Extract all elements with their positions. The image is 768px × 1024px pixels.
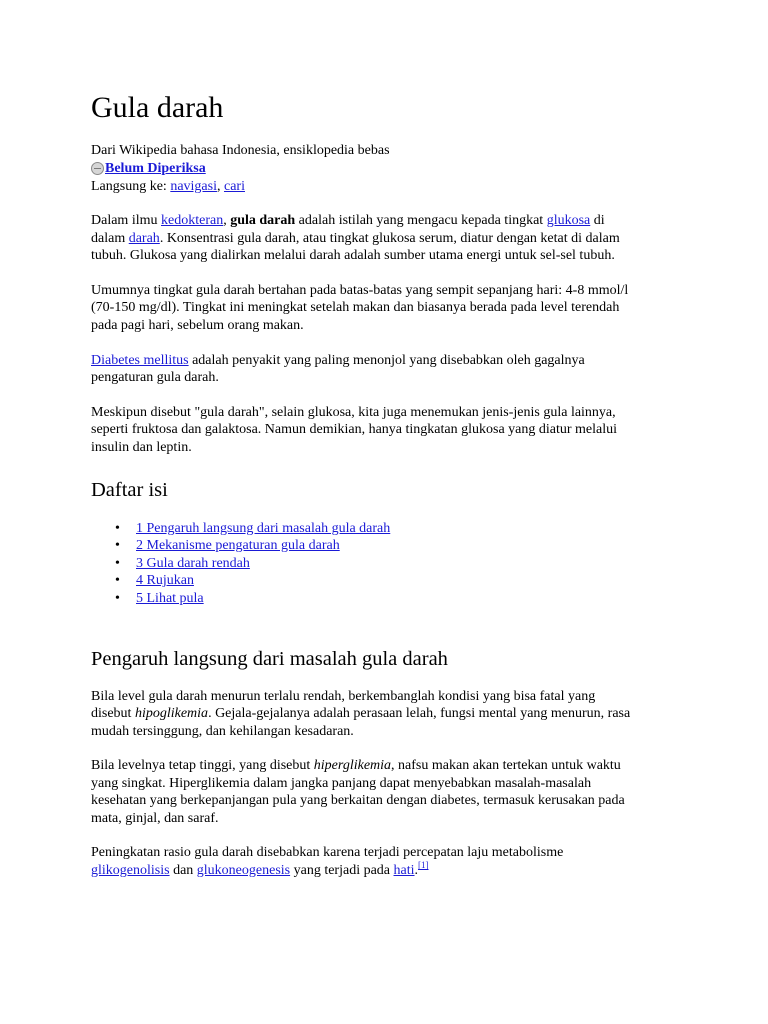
text-span: Bila levelnya tetap tinggi, yang disebut bbox=[91, 758, 314, 773]
text-line bbox=[91, 862, 429, 879]
jump-separator: , bbox=[216, 179, 224, 194]
text-span: dan bbox=[169, 863, 197, 878]
text-span: . Gejala-gejalanya adalah perasaan lelah, fungsi mental yang menurun, rasa bbox=[208, 706, 631, 721]
text-line bbox=[91, 757, 621, 774]
text-span: . Konsentrasi gula darah, atau tingkat glukosa serum, diatur dengan ketat di dalam bbox=[159, 231, 620, 246]
jump-search-link[interactable]: cari bbox=[223, 179, 245, 194]
bullet-icon: • bbox=[115, 555, 120, 571]
text-line bbox=[91, 705, 630, 722]
link-glukoneogenesis[interactable]: glukoneogenesis bbox=[196, 863, 291, 878]
text-line: mata, ginjal, dan saraf. bbox=[91, 811, 219, 826]
text-line: Meskipun disebut "gula darah", selain glukosa, kita juga menemukan jenis-jenis gula lainnya, bbox=[91, 405, 616, 420]
jump-prefix: Langsung ke: bbox=[91, 179, 171, 194]
toc-item bbox=[91, 572, 390, 589]
text-line: Peningkatan rasio gula darah disebabkan karena terjadi percepatan laju metabolisme bbox=[91, 845, 564, 860]
text-span: di bbox=[590, 213, 605, 228]
link-darah[interactable]: darah bbox=[128, 231, 160, 246]
toc-item bbox=[91, 590, 390, 607]
page-title: Gula darah bbox=[91, 91, 224, 124]
text-line: pada pagi hari, sebelum orang makan. bbox=[91, 318, 304, 333]
text-span: . bbox=[414, 863, 419, 878]
toc-item bbox=[91, 537, 390, 554]
text-line: Umumnya tingkat gula darah bertahan pada batas-batas yang sempit sepanjang hari: 4-8 mmol/l bbox=[91, 283, 629, 298]
text-line: yang singkat. Hiperglikemia dalam jangka panjang dapat menyebabkan masalah-masalah bbox=[91, 776, 592, 791]
review-flag-row bbox=[91, 160, 206, 177]
jump-links bbox=[91, 178, 245, 195]
jump-navigation-link[interactable]: navigasi bbox=[170, 179, 217, 194]
text-line: insulin dan leptin. bbox=[91, 440, 192, 455]
bullet-icon: • bbox=[115, 573, 120, 589]
toc-item bbox=[91, 520, 390, 537]
review-status-icon bbox=[91, 162, 104, 175]
link-hati[interactable]: hati bbox=[393, 863, 415, 878]
toc-item bbox=[91, 555, 390, 572]
bullet-icon: • bbox=[115, 521, 120, 536]
italic-term: hipoglikemia bbox=[134, 706, 209, 721]
text-line: seperti fruktosa dan galaktosa. Namun demikian, hanya tingkatan glukosa yang diatur melalui bbox=[91, 422, 618, 437]
reference-link-1[interactable]: [1] bbox=[418, 860, 429, 870]
text-span: adalah penyakit yang paling menonjol yang disebabkan oleh gagalnya bbox=[188, 353, 585, 368]
toc-link-2[interactable]: 2 Mekanisme pengaturan gula darah bbox=[136, 538, 340, 554]
source-line: Dari Wikipedia bahasa Indonesia, ensiklopedia bebas bbox=[91, 143, 390, 158]
text-line: pengaturan gula darah. bbox=[91, 370, 219, 385]
link-diabetes-mellitus[interactable]: Diabetes mellitus bbox=[91, 353, 189, 368]
text-span: dalam bbox=[91, 231, 129, 246]
text-line bbox=[91, 352, 585, 369]
bullet-icon: • bbox=[115, 538, 120, 554]
text-line: kesehatan yang berkepanjangan pula yang berkaitan dengan diabetes, termasuk kerusakan pada bbox=[91, 793, 625, 808]
text-span: yang terjadi pada bbox=[290, 863, 394, 878]
link-glikogenolisis[interactable]: glikogenolisis bbox=[91, 863, 170, 878]
bullet-icon: • bbox=[115, 590, 120, 606]
link-kedokteran[interactable]: kedokteran bbox=[161, 213, 224, 228]
text-line: mudah tersinggung, dan kehilangan kesadaran. bbox=[91, 724, 354, 739]
link-glukosa[interactable]: glukosa bbox=[546, 213, 591, 228]
toc-link-1[interactable]: 1 Pengaruh langsung dari masalah gula darah bbox=[136, 521, 391, 536]
italic-term: hiperglikemia bbox=[313, 758, 392, 773]
text-span: , nafsu makan akan tertekan untuk waktu bbox=[391, 758, 621, 773]
text-line bbox=[91, 212, 605, 229]
review-status-link[interactable]: Belum Diperiksa bbox=[105, 161, 206, 176]
text-line bbox=[91, 230, 620, 247]
toc-list-container bbox=[91, 520, 390, 607]
toc-link-4[interactable]: 4 Rujukan bbox=[136, 573, 194, 589]
toc-link-5[interactable]: 5 Lihat pula bbox=[136, 590, 204, 606]
bold-term: gula darah bbox=[230, 213, 296, 228]
text-line: (70-150 mg/dl). Tingkat ini meningkat setelah makan dan biasanya berada pada level terendah bbox=[91, 300, 620, 315]
toc-list bbox=[91, 520, 390, 607]
toc-link-3[interactable]: 3 Gula darah rendah bbox=[136, 555, 250, 571]
section-heading: Pengaruh langsung dari masalah gula darah bbox=[91, 648, 448, 670]
text-line: Bila level gula darah menurun terlalu rendah, berkembanglah kondisi yang bisa fatal yang bbox=[91, 689, 596, 704]
text-line: tubuh. Glukosa yang dialirkan melalui darah adalah sumber utama energi untuk sel-sel tubuh. bbox=[91, 248, 615, 263]
text-span: Dalam ilmu bbox=[91, 213, 161, 228]
text-span: adalah istilah yang mengacu kepada tingkat bbox=[295, 213, 547, 228]
text-span: , bbox=[223, 213, 231, 228]
toc-heading: Daftar isi bbox=[91, 479, 168, 501]
text-span: disebut bbox=[91, 706, 135, 721]
